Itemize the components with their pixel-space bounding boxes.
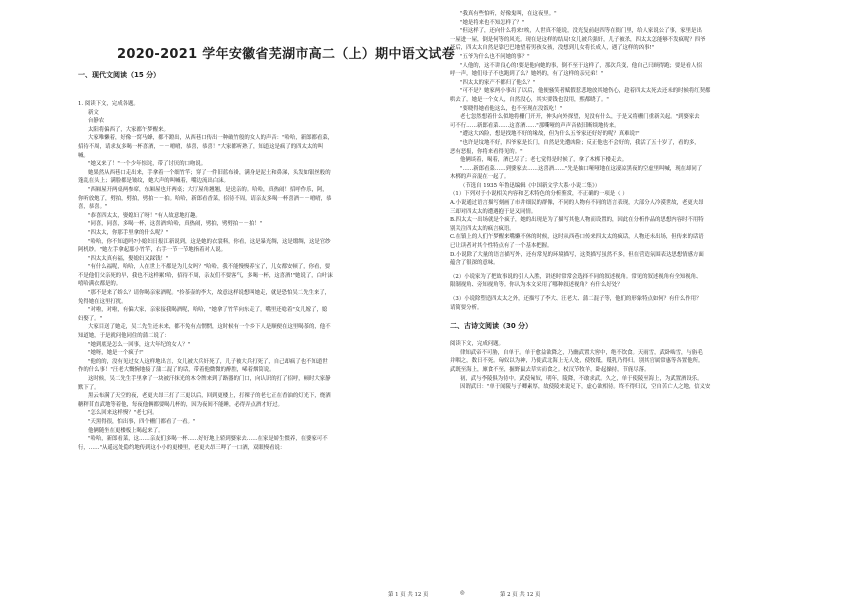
text-line: "他的的，没有见过女人这样地出言，女儿被大兵奸死了，儿子被大兵打死了，自己却疯了也不知道世 xyxy=(88,358,328,365)
text-line: （1）下列对于小说相关内容和艺术特色的分析鉴赏，不正确的一项是（ ） xyxy=(450,191,628,198)
text-line: （3）小说除塑造四太太之外，还描写了李大、汪老大、蒲二混子等，他们的形象特点如何？有什么作用？ xyxy=(450,296,702,302)
text-line: 大家唯懒着，好像一窝马蜂，都不蹬出，从西巷口传出一种破竹般的女人的声音："哈哈，新郎都看菜， xyxy=(88,135,334,142)
text-line: 行，……"从遥远处隐约地传到这小小的更楼里，老更夫昂三呷了一口酒，双眼慢看说： xyxy=(78,444,286,451)
left-body-text xyxy=(78,126,416,453)
text-line: 她果然从西巷口走出来，手拿着一个细竹竿；穿了一件旧蓝布褂，满身是泥土和鼻涕，头发如银丝般的 xyxy=(88,169,331,176)
text-line: 免得她在这里打扰。 xyxy=(78,298,127,305)
text-line: "那不是来了娇么？请你喝亲家酒呢。"拎茶壶的李大，故意这样说想叫她走，就是恐怕吴二先生来了， xyxy=(88,290,331,297)
page-number-right: 第 2 页 共 12 页 xyxy=(500,592,541,598)
text-line: 嘻哈满衣都是的。 xyxy=(78,281,122,288)
page-number-left: 第 1 页 共 12 页 xyxy=(388,592,429,598)
text-line: "西厢屋开两桌两参席，东厢屋也开两桌；大厅屋角翘翘，是送亲的。哈哈，真热闹！招呼作乐，阿， xyxy=(88,186,328,193)
text-line: "有什么福呢，哈哈，人在世上不都是为儿女吗？"哈哈，我不能慢慢养宝了，儿女都安顿了，你看，要 xyxy=(88,264,331,271)
text-line: 可不行……新郎看菜……这喜酒……"那嘶哑的声声音依旧断续地传来。 xyxy=(450,122,620,129)
section-heading-modern-reading: 一、现代文阅读（15 分） xyxy=(78,71,161,79)
text-line: 这时候，吴二先生手里拿了一块被汗抹光的木令牌来到了路器的门口，向认识的打了招呼，顿时大家静 xyxy=(88,376,331,382)
text-line: A.小说通过语言描写刻画了市井细民的群像，不同的人物有不同的语言表现，大部分人冷漠世故，老更夫昂 xyxy=(450,200,704,207)
story-author: 台静农 xyxy=(88,118,105,125)
text-line: "哈哈，新郎看菜，这……亲友们多喝一杯……好好地上轿到婆家去……在家是娇生惯养，在婆家可不 xyxy=(88,436,328,443)
text-line: 默下了。 xyxy=(78,384,100,391)
text-line: 知道她，于是就问他同住的蒲二说了： xyxy=(78,333,170,340)
text-line: 律知武帝不可胁，自单于。单于愈益欲降之，乃幽武置大窖中，绝不饮食。天雨雪，武卧啮雪，与旃毛 xyxy=(460,349,703,356)
text-line: "恭喜四太太，娶媳妇了呀！"有人故意地打趣。 xyxy=(88,212,201,219)
classical-passage xyxy=(450,340,830,392)
text-line: 初，武与李陵俱为侍中。武使匈奴，明年，陵降，不敢求武。久之，单于使陵至海上，为武置酒设乐。 xyxy=(460,375,703,382)
text-line: 不是他们父亲死的早，我也不这样累!哈，招待不周，亲友们不要客气，多喝一杯，这喜酒!"她说了，白叶沫 xyxy=(78,272,333,279)
text-line: "同喜，同喜，多喝一杯，这喜酒!哈哈，真热闹，劈拍，劈劈拍－－拍！" xyxy=(88,221,263,228)
text-line: "四太太，你那手里拿的什么呢？" xyxy=(88,229,169,236)
text-line: "我真有些怕听，好像鬼叫，在这夜里。" xyxy=(460,11,557,17)
text-line: 阅读下文，完成问题。 xyxy=(450,341,504,348)
text-line: C.在镇上的人们午梦醒来嘴懒不休的时候，这时从西巷口传来四太太的疯话，人物还未出场，但传来的话语 xyxy=(450,234,704,241)
text-line: 武既至海上，廪食不至，掘野鼠去草实而食之。杖汉节牧羊，卧起操持，节旄尽落。 xyxy=(450,366,650,373)
text-line: 阿机纱。"她左手拿起那小竹竿，右手一节一节地指着对人说。 xyxy=(78,247,227,254)
text-line: 糖秤苜直武地等着他，每夜他俩都要喝几杯的，因为夜间不能睡，必得弄点酒才好过。 xyxy=(78,401,283,408)
text-line: "……新郎看菜……到婆家去……这喜酒……"先是抽口哑哑地在这凄凉黑夜的空虚里叫喊，现在却同了 xyxy=(460,165,703,172)
story-title: 新文 xyxy=(88,109,99,116)
text-line: "可不是？她家两小事出了以后，他便骚笑者赋假惹悲地放其她伤心，趁着四太太死去还未的时候将红契都 xyxy=(460,88,711,95)
text-line: 他俩随坐在更楼板上喝起来了。 xyxy=(88,427,164,434)
text-line: 喜，恭喜。" xyxy=(78,204,108,211)
text-line: 一屋进一屋，倒是何等的风光。现在是这样的结局!女儿被兵强奸，儿子被杀，四太太怎能够不发疯呢？四爷 xyxy=(450,36,706,43)
text-line: 蓬乱在头上；满脸都是皱纹，她大声的叫喊着，嘴边流出白沫。 xyxy=(78,178,229,185)
text-line: 已让读者对其个性特点有了一个基本把握。 xyxy=(450,243,553,250)
text-line: "但这样了，还向什么将来!唉，人世真不能说，没光复前赵四等在衙门里，给人家说公了事，家里是出 xyxy=(460,28,702,35)
text-line: 别关注四太太的疯言疯语。 xyxy=(450,225,515,232)
text-line: 他俩谈着，喝着，酒已尽了；老七觉得是时候了，拿了木梆下楼走去。 xyxy=(460,157,628,164)
text-line: "她到底是怎么一回事，这大年纪的女人？" xyxy=(88,341,190,348)
text-line: 蕴含了很深的意味。 xyxy=(450,260,499,267)
text-line: 太阳将偏西了，大家都午梦醒来。 xyxy=(88,126,169,133)
question-intro: 1. 阅读下文，完成各题。 xyxy=(78,101,139,107)
text-line: 招待不周，请求友多喝一杯喜酒，－－唷唷，恭喜，恭喜！"大家都听熟了，知道这是疯了的四太太的叫 xyxy=(78,143,324,150)
section-heading-classical-reading: 二、古诗文阅读（30 分） xyxy=(450,322,533,331)
text-line: "要晓得她看他这么，也不至现在没饭吃！" xyxy=(460,105,562,112)
text-line: 因谓武曰："单于闻陵与子卿素厚，故使陵来说足下，虚心欲相待。终不得归汉，空自苦亡人之地，信义安 xyxy=(460,384,711,391)
text-line: 恶有恶报，你将来看得见的。" xyxy=(450,148,523,155)
text-line: "哈哈，你不知道吗?小媳妇日报江新说到，这是她的衣裳料，你看，这是暴光绸，这是缎绸，这是官纱 xyxy=(88,238,331,245)
text-line: "五爷为什么也不问她的事？" xyxy=(460,53,530,60)
document-title: 2020-2021 学年安徽省芜湖市高二（上）期中语文试卷 xyxy=(117,47,455,62)
text-line: 作的什么事！"汪老大慨惋地接了蒲二混了的话，带着他微微的醉腔，唏着烟筒说。 xyxy=(78,367,275,374)
text-line: "四太太的家产不都归了他么？" xyxy=(460,79,536,86)
text-line: 木梆的声音混在一起了。 xyxy=(450,174,510,181)
text-line: （2）小说家为了把故事说的引人入胜，讲述时常常会选择不同的叙述视角。常见的叙述视角有全知视角、 xyxy=(450,273,702,280)
text-line: 黑云布满了天空的夜，老更夫昂三打了三更以后，回到更楼上，打裸子的老七正在香油的灯光下，烧洒 xyxy=(88,393,331,400)
text-line: （节选自 1935 年鲁迅编辑《中国新文学大系·小说二集》） xyxy=(460,182,601,189)
text-line: 并咽之，数日不死。匈奴以为神，乃徙武北海上无人处，使牧羝，羝乳乃得归。别其官属常惠等各置他所。 xyxy=(450,358,704,365)
text-line: 限制视角、旁知视角等。你认为本文采用了哪种叙述视角？有什么好处？ xyxy=(450,282,623,289)
text-line: "遭这大凶险，想是找地不好的缘故，但为什么五爷家还好好的呢？真难说!" xyxy=(460,131,640,138)
text-line: 请简要分析。 xyxy=(450,304,483,311)
text-line: 喊。 xyxy=(78,152,89,159)
text-line: D.小说除了大量的语言描写外，还有常见的环境描写，这类描写虽然不多，但在营造氛围表达思想情感方面 xyxy=(450,251,704,258)
page-divider-mark: ◎ xyxy=(460,590,465,596)
text-line: B.四太太一出场就是个疯子，她的出现是为了描写其他人物而设置的，因此在分析作品的思想内容时不用特 xyxy=(450,217,704,224)
text-line: 三却对四太太的遭遇抱于是又同情。 xyxy=(450,208,537,215)
text-line: 大家目送了她走，吴二先生还未来，都不免有点惘惘，这时候有一个乡下人是顺便在这里喝茶的，他不 xyxy=(88,324,331,331)
text-line: "也许是坟地不好，四爷家是长门，自然是先遭凶险；反正他也不会好的，我活了五十岁了，看的多， xyxy=(460,139,700,146)
text-line: "她呀，她是一个疯子!" xyxy=(88,350,144,357)
right-body-text xyxy=(450,10,830,312)
text-line: 呼一声，她们母子不也跑到了么？她妈的，有了这样的亲兄弟！" xyxy=(450,71,604,78)
right-page xyxy=(430,0,860,608)
text-line: "天黑得很，怕出事，四个栅门都看了一看。" xyxy=(88,418,196,425)
text-line: 老七忽然想着什么似地将栅门开开，伸头向外探望，见没有什么，于是又将栅门重新关起。"到婆家去 xyxy=(460,114,700,121)
text-line: "她又来了！"一个少年惊诧，带了讨厌的口吻说。 xyxy=(88,161,207,168)
text-line: 死后，四太太自然是靠巴巴地望着男孩女孩，没想到儿女将长成人，遇了这样的凶事!" xyxy=(450,45,655,52)
text-line: "四太太真有福，娶媳妇又踩钱！" xyxy=(88,255,169,262)
text-line: 哄去了，她是一个女人，自然没心，其实要钱也没用，熙都晓了。" xyxy=(450,96,609,103)
text-line: "怎么回来这样慢？"老七问。 xyxy=(88,410,158,417)
text-line: "人他的，这不讲良心的!要是他向她的事，倒不至于这样了，那次兵变，他自己只顾得跑；要是看人招 xyxy=(460,62,702,69)
text-line: 妇娶了。" xyxy=(78,315,103,322)
text-line: "对啦，对啦，有偏大家，亲家接我喝酒呢，哈哈，"她拿了竹竿向东走了，嘴里还唸着"女儿嫁了，媳 xyxy=(88,307,328,314)
text-line: "她是将来也不知怎样了？" xyxy=(460,19,525,26)
text-line: 你听放炮了，劈拍，劈拍，劈拍－－拍。哈哈，新郎看香菜，招待不周，请亲友多喝一杯喜酒－－唷唷，恭 xyxy=(78,195,332,202)
